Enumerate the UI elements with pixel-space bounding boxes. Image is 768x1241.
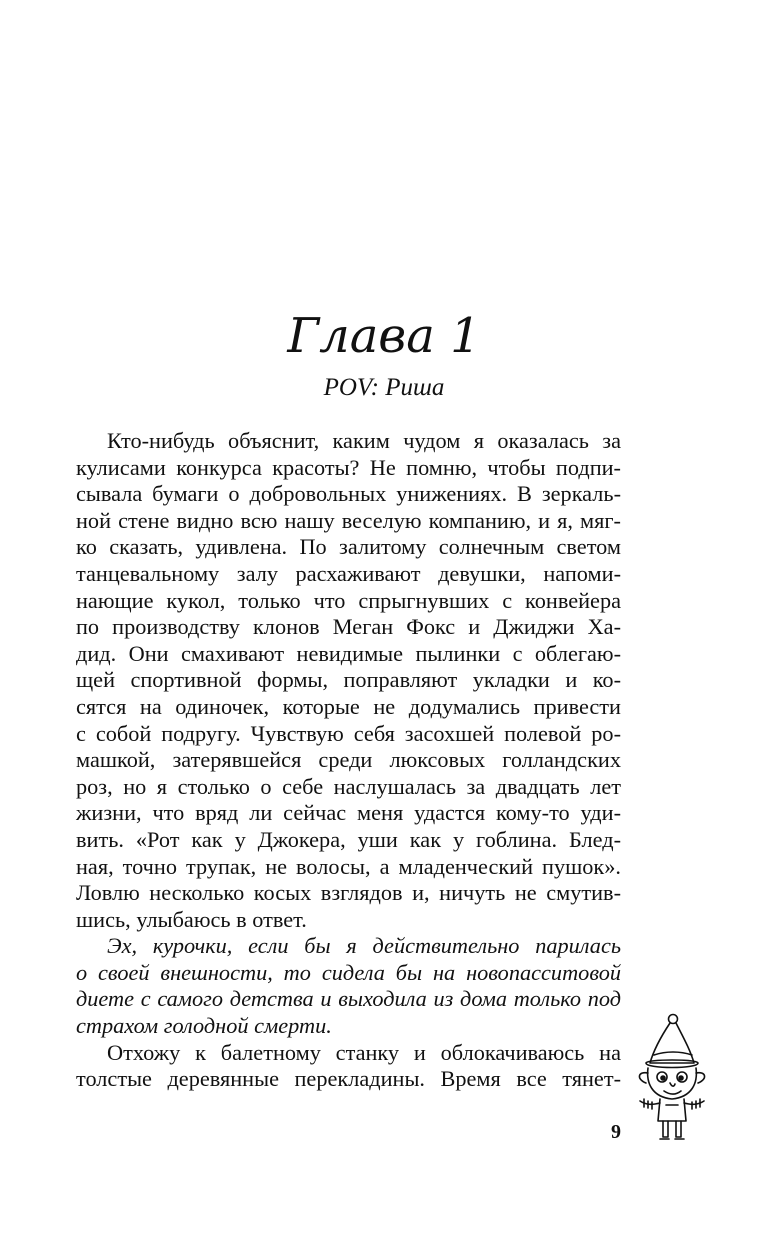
paragraph-italic bbox=[76, 933, 621, 1039]
text-line: жизни, что вряд ли сейчас меня удастся кому-то уди- bbox=[76, 800, 621, 826]
text-line: роз, но я столько о себе наслушалась за двадцать лет bbox=[76, 773, 621, 799]
text-line: Отхожу к балетному станку и облокачиваюсь на bbox=[107, 1039, 621, 1065]
text-line: толстые деревянные перекладины. Время все тянет- bbox=[76, 1066, 621, 1092]
text-line: сятся на одиночек, которые не додумались привести bbox=[76, 693, 621, 719]
paragraph bbox=[76, 1040, 621, 1093]
page-number: 9 bbox=[611, 1121, 621, 1143]
elf-character-icon bbox=[632, 1013, 712, 1143]
text-line: щей спортивной формы, поправляют укладки и ко- bbox=[76, 667, 621, 693]
text-line: страхом голодной смерти. bbox=[76, 1013, 332, 1039]
chapter-title: Глава 1 bbox=[287, 308, 481, 364]
paragraph bbox=[76, 428, 621, 933]
text-line: шись, улыбаюсь в ответ. bbox=[76, 906, 307, 932]
text-line: о своей внешности, то сидела бы на новопасситовой bbox=[76, 959, 621, 985]
text-line: дид. Они смахивают невидимые пылинки с облегаю- bbox=[76, 640, 621, 666]
body-text bbox=[76, 428, 621, 1093]
text-line: ная, точно трупак, не волосы, а младенческий пушок». bbox=[76, 853, 621, 879]
text-line: ко сказать, удивлена. По залитому солнечным светом bbox=[76, 534, 621, 560]
text-line: ной стене видно всю нашу веселую компанию, и я, мяг- bbox=[76, 507, 621, 533]
text-line: диете с самого детства и выходила из дома только под bbox=[76, 986, 621, 1012]
text-line: Эх, курочки, если бы я действительно парилась bbox=[107, 933, 621, 959]
text-line: нающие кукол, только что спрыгнувших с конвейера bbox=[76, 587, 621, 613]
text-line: по производству клонов Меган Фокс и Джиджи Ха- bbox=[76, 614, 621, 640]
text-line: сывала бумаги о добровольных унижениях. В зеркаль- bbox=[76, 481, 621, 507]
text-line: вить. «Рот как у Джокера, уши как у гоблина. Блед- bbox=[76, 826, 621, 852]
text-line: с собой подругу. Чувствую себя засохшей полевой ро- bbox=[76, 720, 621, 746]
text-line: кулисами конкурса красоты? Не помню, чтобы подпи- bbox=[76, 454, 621, 480]
chapter-subtitle: POV: Риша bbox=[323, 374, 445, 401]
text-line: Кто-нибудь объяснит, каким чудом я оказалась за bbox=[107, 428, 621, 453]
text-line: танцевальному залу расхаживают девушки, напоми- bbox=[76, 560, 621, 586]
text-line: Ловлю несколько косых взглядов и, ничуть не смутив- bbox=[76, 880, 621, 906]
text-line: машкой, затерявшейся среди люксовых голландских bbox=[76, 747, 621, 773]
